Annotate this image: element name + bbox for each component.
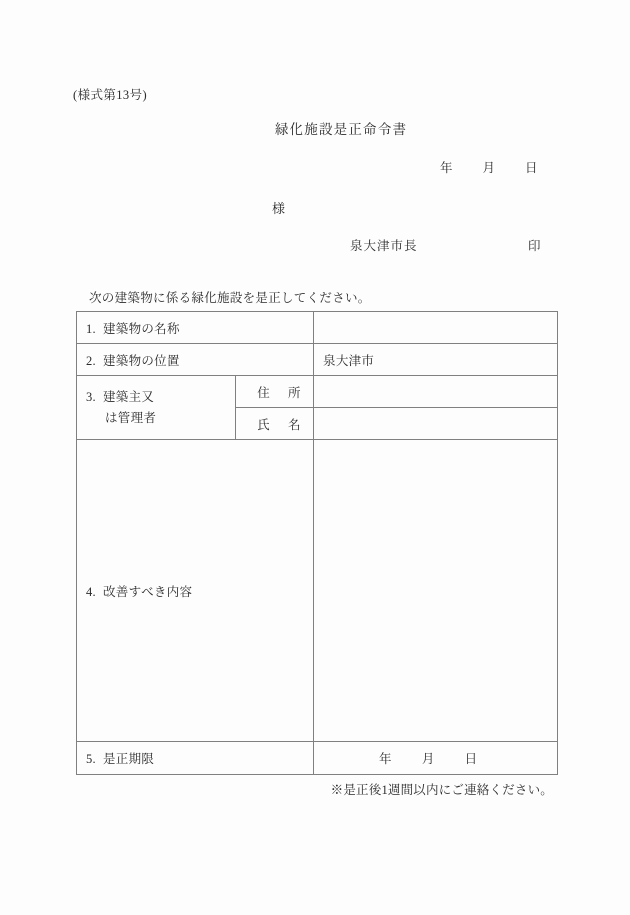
deadline-year-label: 年	[379, 752, 392, 766]
table-row-correction-deadline	[77, 742, 558, 775]
sub-label-address-char2: 所	[288, 385, 301, 400]
sub-label-name	[236, 408, 314, 440]
row-value-owner-name[interactable]	[314, 408, 558, 440]
row-value-required-improvements[interactable]	[314, 440, 558, 742]
row-value-correction-deadline[interactable]	[314, 742, 558, 775]
table-row-building-location	[77, 344, 558, 376]
form-table	[76, 311, 558, 775]
deadline-day-label: 日	[464, 752, 478, 766]
row-number-1: 1.	[86, 321, 96, 336]
row-label-owner-or-manager	[77, 376, 236, 440]
issuer-name: 泉大津市長	[350, 239, 418, 253]
row-value-owner-address[interactable]	[314, 376, 558, 408]
row-label-text-3-line2: は管理者	[105, 410, 157, 425]
issue-date-month-label: 月	[482, 161, 496, 175]
row-label-correction-deadline	[77, 742, 314, 775]
sub-label-address	[236, 376, 314, 408]
row-number-5: 5.	[86, 752, 96, 766]
row-number-4: 4.	[86, 584, 96, 599]
row-label-required-improvements	[77, 440, 314, 742]
sub-label-name-char1: 氏	[257, 417, 270, 432]
table-row-required-improvements	[77, 440, 558, 742]
row-number-3: 3.	[86, 390, 96, 405]
deadline-month-label: 月	[421, 752, 435, 766]
table-row-building-name	[77, 312, 558, 344]
sub-label-address-char1: 住	[257, 385, 270, 400]
issue-date-line	[440, 158, 538, 176]
sub-label-name-char2: 名	[288, 417, 301, 432]
form-number: (様式第13号)	[73, 88, 148, 102]
footnote-text: ※是正後1週間以内にご連絡ください。	[330, 783, 553, 797]
row-label-building-location	[77, 344, 314, 376]
row-label-text-2: 建築物の位置	[102, 353, 180, 368]
row-value-building-name[interactable]	[314, 312, 558, 344]
row-label-text-4: 改善すべき内容	[102, 584, 193, 599]
row-label-text-1: 建築物の名称	[102, 321, 180, 336]
table-row-owner-address	[77, 376, 558, 408]
issue-date-day-label: 日	[525, 161, 538, 175]
row-value-building-location[interactable]: 泉大津市	[314, 344, 558, 376]
row-label-building-name	[77, 312, 314, 344]
addressee-honorific: 様	[272, 201, 286, 216]
instruction-text: 次の建築物に係る緑化施設を是正してください。	[89, 291, 371, 305]
row-number-2: 2.	[86, 353, 96, 368]
document-title: 緑化施設是正命令書	[274, 122, 408, 137]
row-label-text-5: 是正期限	[102, 752, 155, 766]
issue-date-year-label: 年	[440, 161, 453, 175]
row-label-text-3-line1: 建築主又	[102, 390, 155, 405]
seal-mark: 印	[528, 239, 541, 253]
